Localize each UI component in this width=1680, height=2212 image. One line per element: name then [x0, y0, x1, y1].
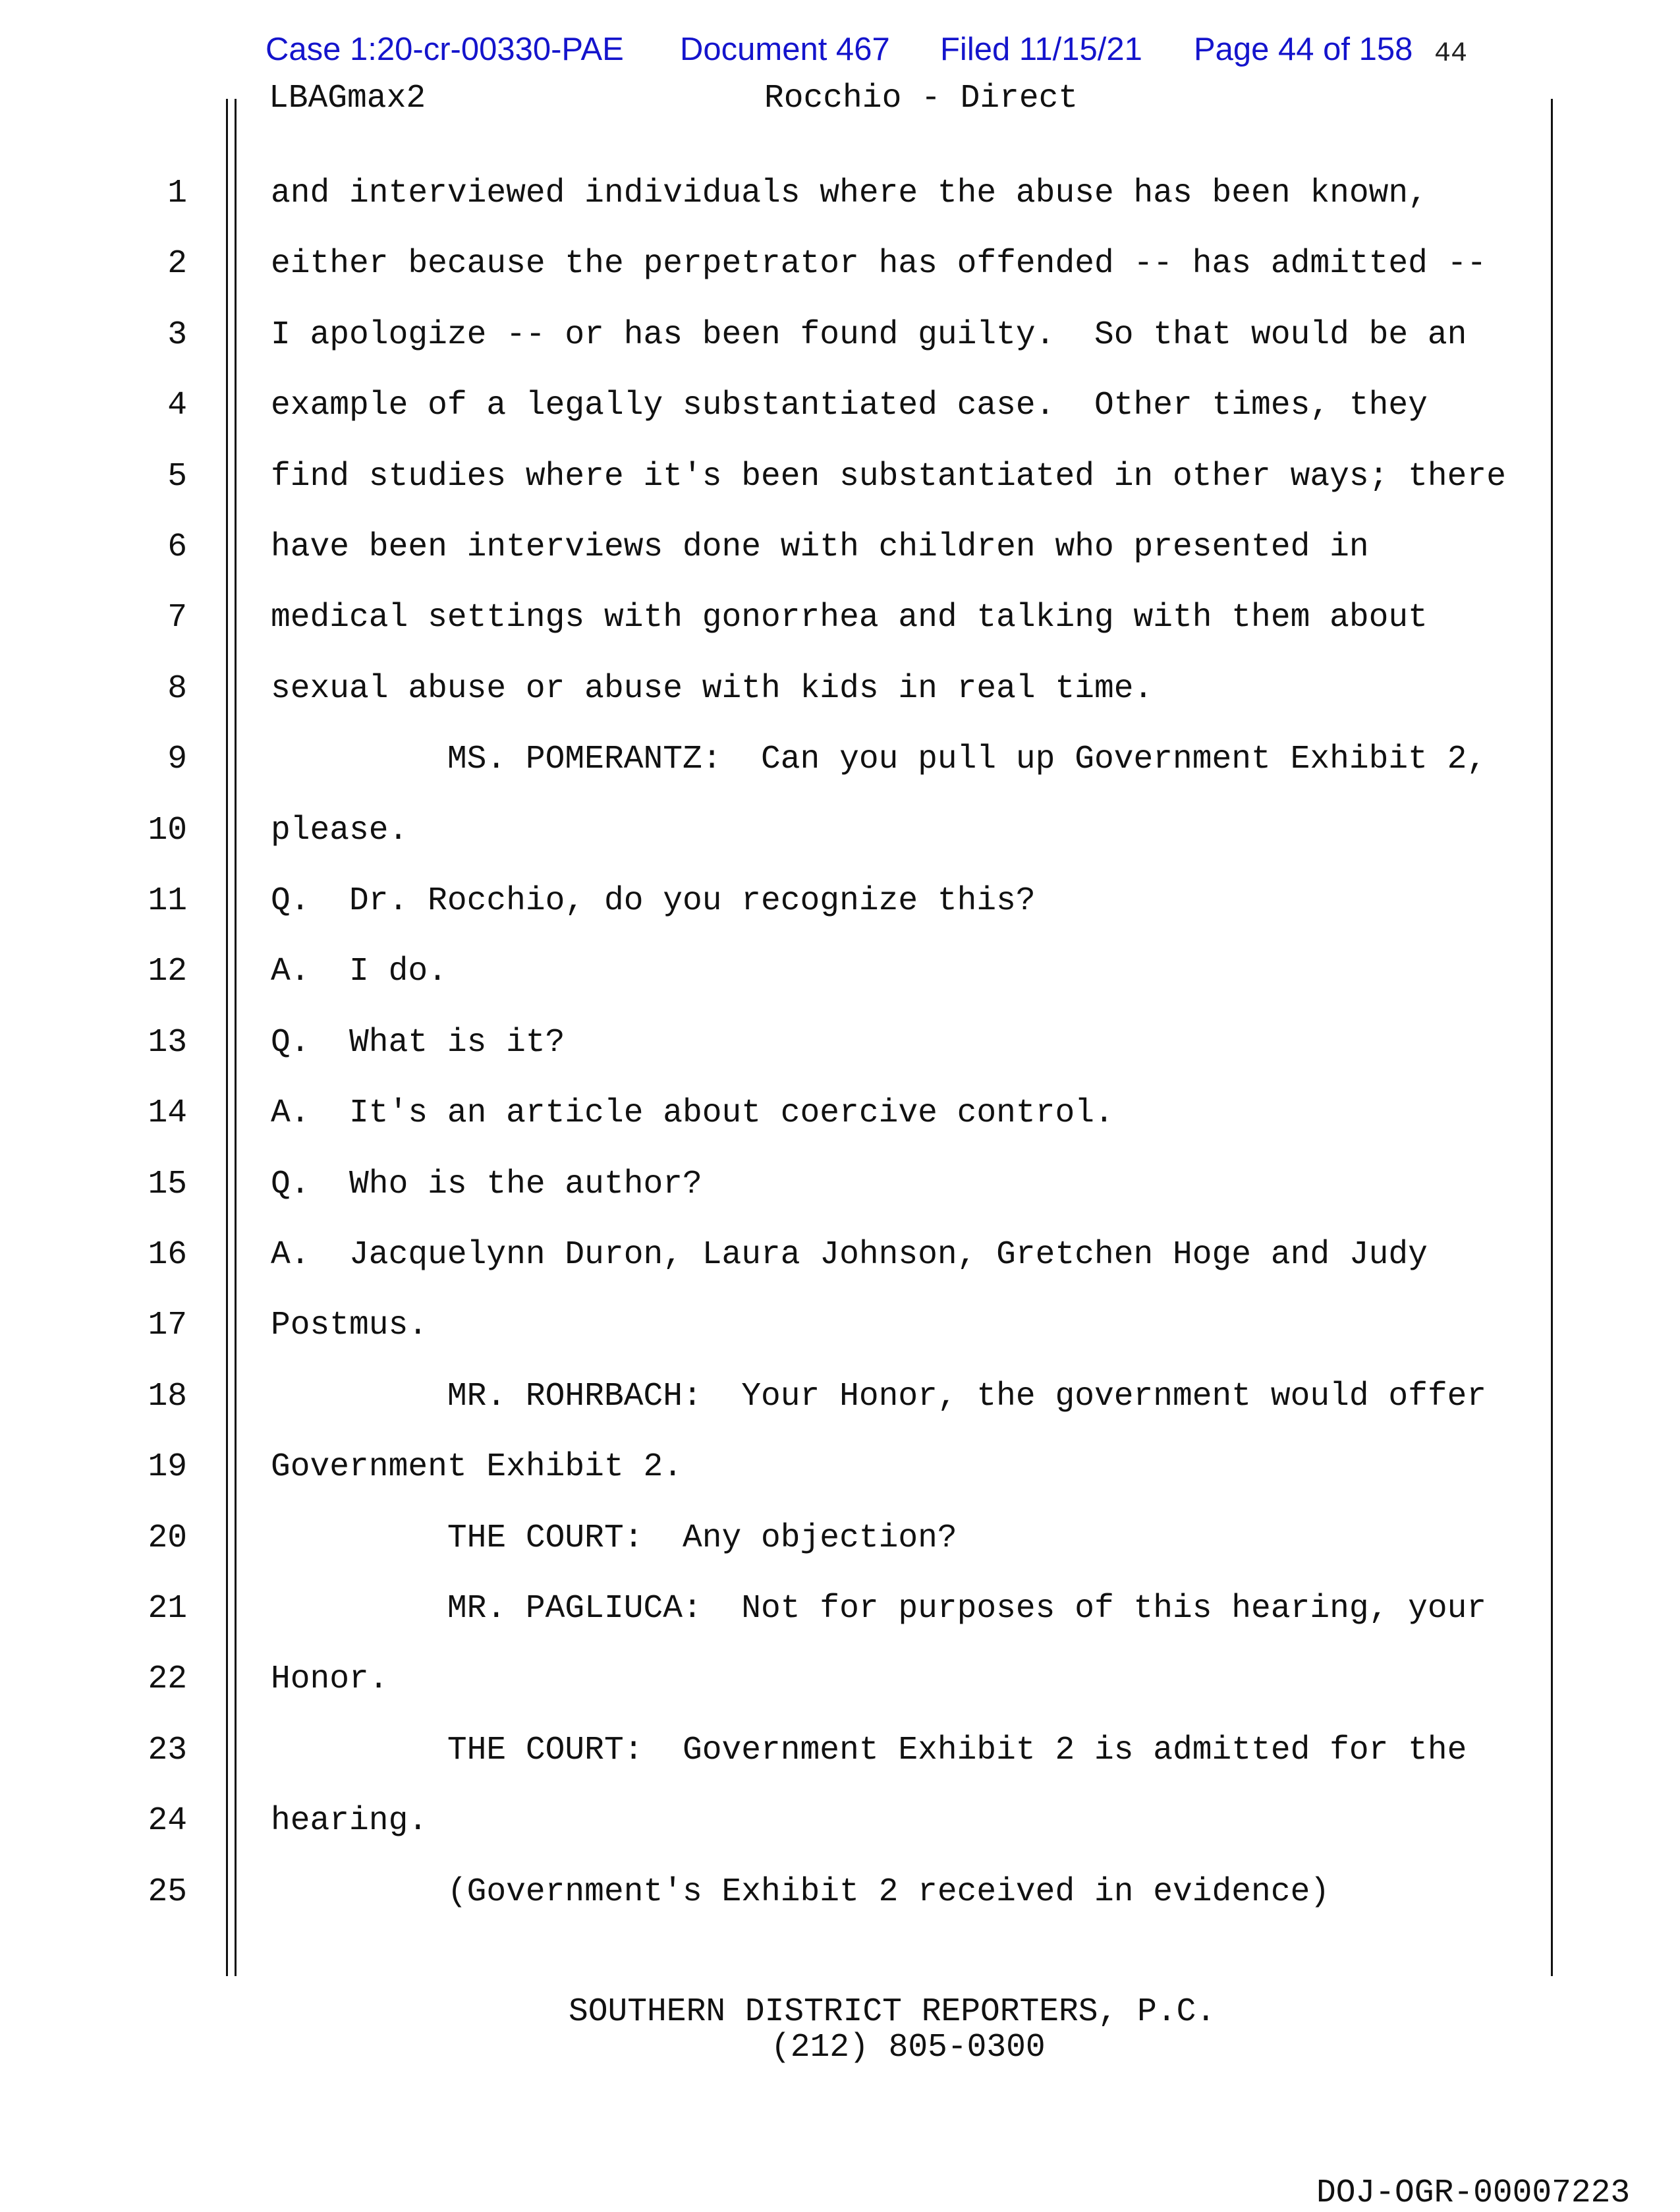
line-text: MS. POMERANTZ: Can you pull up Government Exhibit 2,	[271, 741, 1487, 778]
line-text: A. I do.	[271, 953, 447, 990]
bates-number: DOJ-OGR-00007223	[1316, 2174, 1631, 2211]
document-number: Document 467	[680, 32, 890, 67]
line-number: 1	[167, 175, 187, 212]
line-text: MR. ROHRBACH: Your Honor, the government would offer	[271, 1378, 1487, 1415]
line-text: either because the perpetrator has offended -- has admitted --	[271, 245, 1487, 282]
line-number: 6	[167, 528, 187, 565]
line-text: Honor.	[271, 1660, 389, 1697]
line-text: medical settings with gonorrhea and talking with them about	[271, 599, 1428, 636]
line-number: 15	[148, 1166, 187, 1203]
line-number: 7	[167, 599, 187, 636]
case-number: Case 1:20-cr-00330-PAE	[266, 32, 624, 67]
left-margin-rule-outer	[226, 99, 228, 1976]
line-number: 8	[167, 670, 187, 707]
line-number: 12	[148, 953, 187, 990]
line-text: (Government's Exhibit 2 received in evidence)	[271, 1873, 1330, 1910]
page-count: Page 44 of 158	[1194, 32, 1413, 67]
line-number: 4	[167, 387, 187, 424]
left-margin-rule-inner	[235, 99, 237, 1976]
line-number: 5	[167, 458, 187, 495]
line-text: Q. What is it?	[271, 1024, 565, 1061]
line-number: 23	[148, 1732, 187, 1769]
line-text: A. Jacquelynn Duron, Laura Johnson, Gretchen Hoge and Judy	[271, 1236, 1428, 1273]
line-number: 17	[148, 1307, 187, 1344]
running-header-section: Rocchio - Direct	[764, 80, 1078, 117]
line-number: 21	[148, 1590, 187, 1627]
line-text: MR. PAGLIUCA: Not for purposes of this hearing, your	[271, 1590, 1487, 1627]
line-text: hearing.	[271, 1802, 428, 1839]
running-header-code: LBAGmax2	[269, 80, 426, 117]
line-number: 10	[148, 812, 187, 849]
line-number: 24	[148, 1802, 187, 1839]
filed-date: Filed 11/15/21	[940, 32, 1142, 67]
line-number: 13	[148, 1024, 187, 1061]
line-number: 16	[148, 1236, 187, 1273]
right-margin-rule	[1551, 99, 1553, 1976]
line-text: example of a legally substantiated case. Other times, they	[271, 387, 1428, 424]
line-number: 3	[167, 316, 187, 353]
line-number: 22	[148, 1660, 187, 1697]
line-text: A. It's an article about coercive control.	[271, 1094, 1114, 1131]
line-text: sexual abuse or abuse with kids in real time.	[271, 670, 1154, 707]
line-text: find studies where it's been substantiated in other ways; there	[271, 458, 1506, 495]
line-text: Q. Who is the author?	[271, 1166, 702, 1203]
line-number: 19	[148, 1448, 187, 1485]
line-text: I apologize -- or has been found guilty. So that would be an	[271, 316, 1467, 353]
reporter-phone: (212) 805-0300	[771, 2029, 1046, 2066]
line-number: 11	[148, 882, 187, 919]
line-number: 2	[167, 245, 187, 282]
line-text: Postmus.	[271, 1307, 428, 1344]
line-number: 18	[148, 1378, 187, 1415]
line-text: Q. Dr. Rocchio, do you recognize this?	[271, 882, 1036, 919]
line-text: and interviewed individuals where the abuse has been known,	[271, 175, 1428, 212]
line-text: Government Exhibit 2.	[271, 1448, 683, 1485]
line-text: THE COURT: Government Exhibit 2 is admitted for the	[271, 1732, 1467, 1769]
line-text: THE COURT: Any objection?	[271, 1519, 957, 1556]
line-number: 14	[148, 1094, 187, 1131]
line-text: please.	[271, 812, 408, 849]
line-number: 20	[148, 1519, 187, 1556]
line-text: have been interviews done with children who presented in	[271, 528, 1369, 565]
line-number: 25	[148, 1873, 187, 1910]
line-number: 9	[167, 741, 187, 778]
transcript-page-number: 44	[1434, 38, 1468, 69]
reporter-name: SOUTHERN DISTRICT REPORTERS, P.C.	[569, 1993, 1216, 2030]
